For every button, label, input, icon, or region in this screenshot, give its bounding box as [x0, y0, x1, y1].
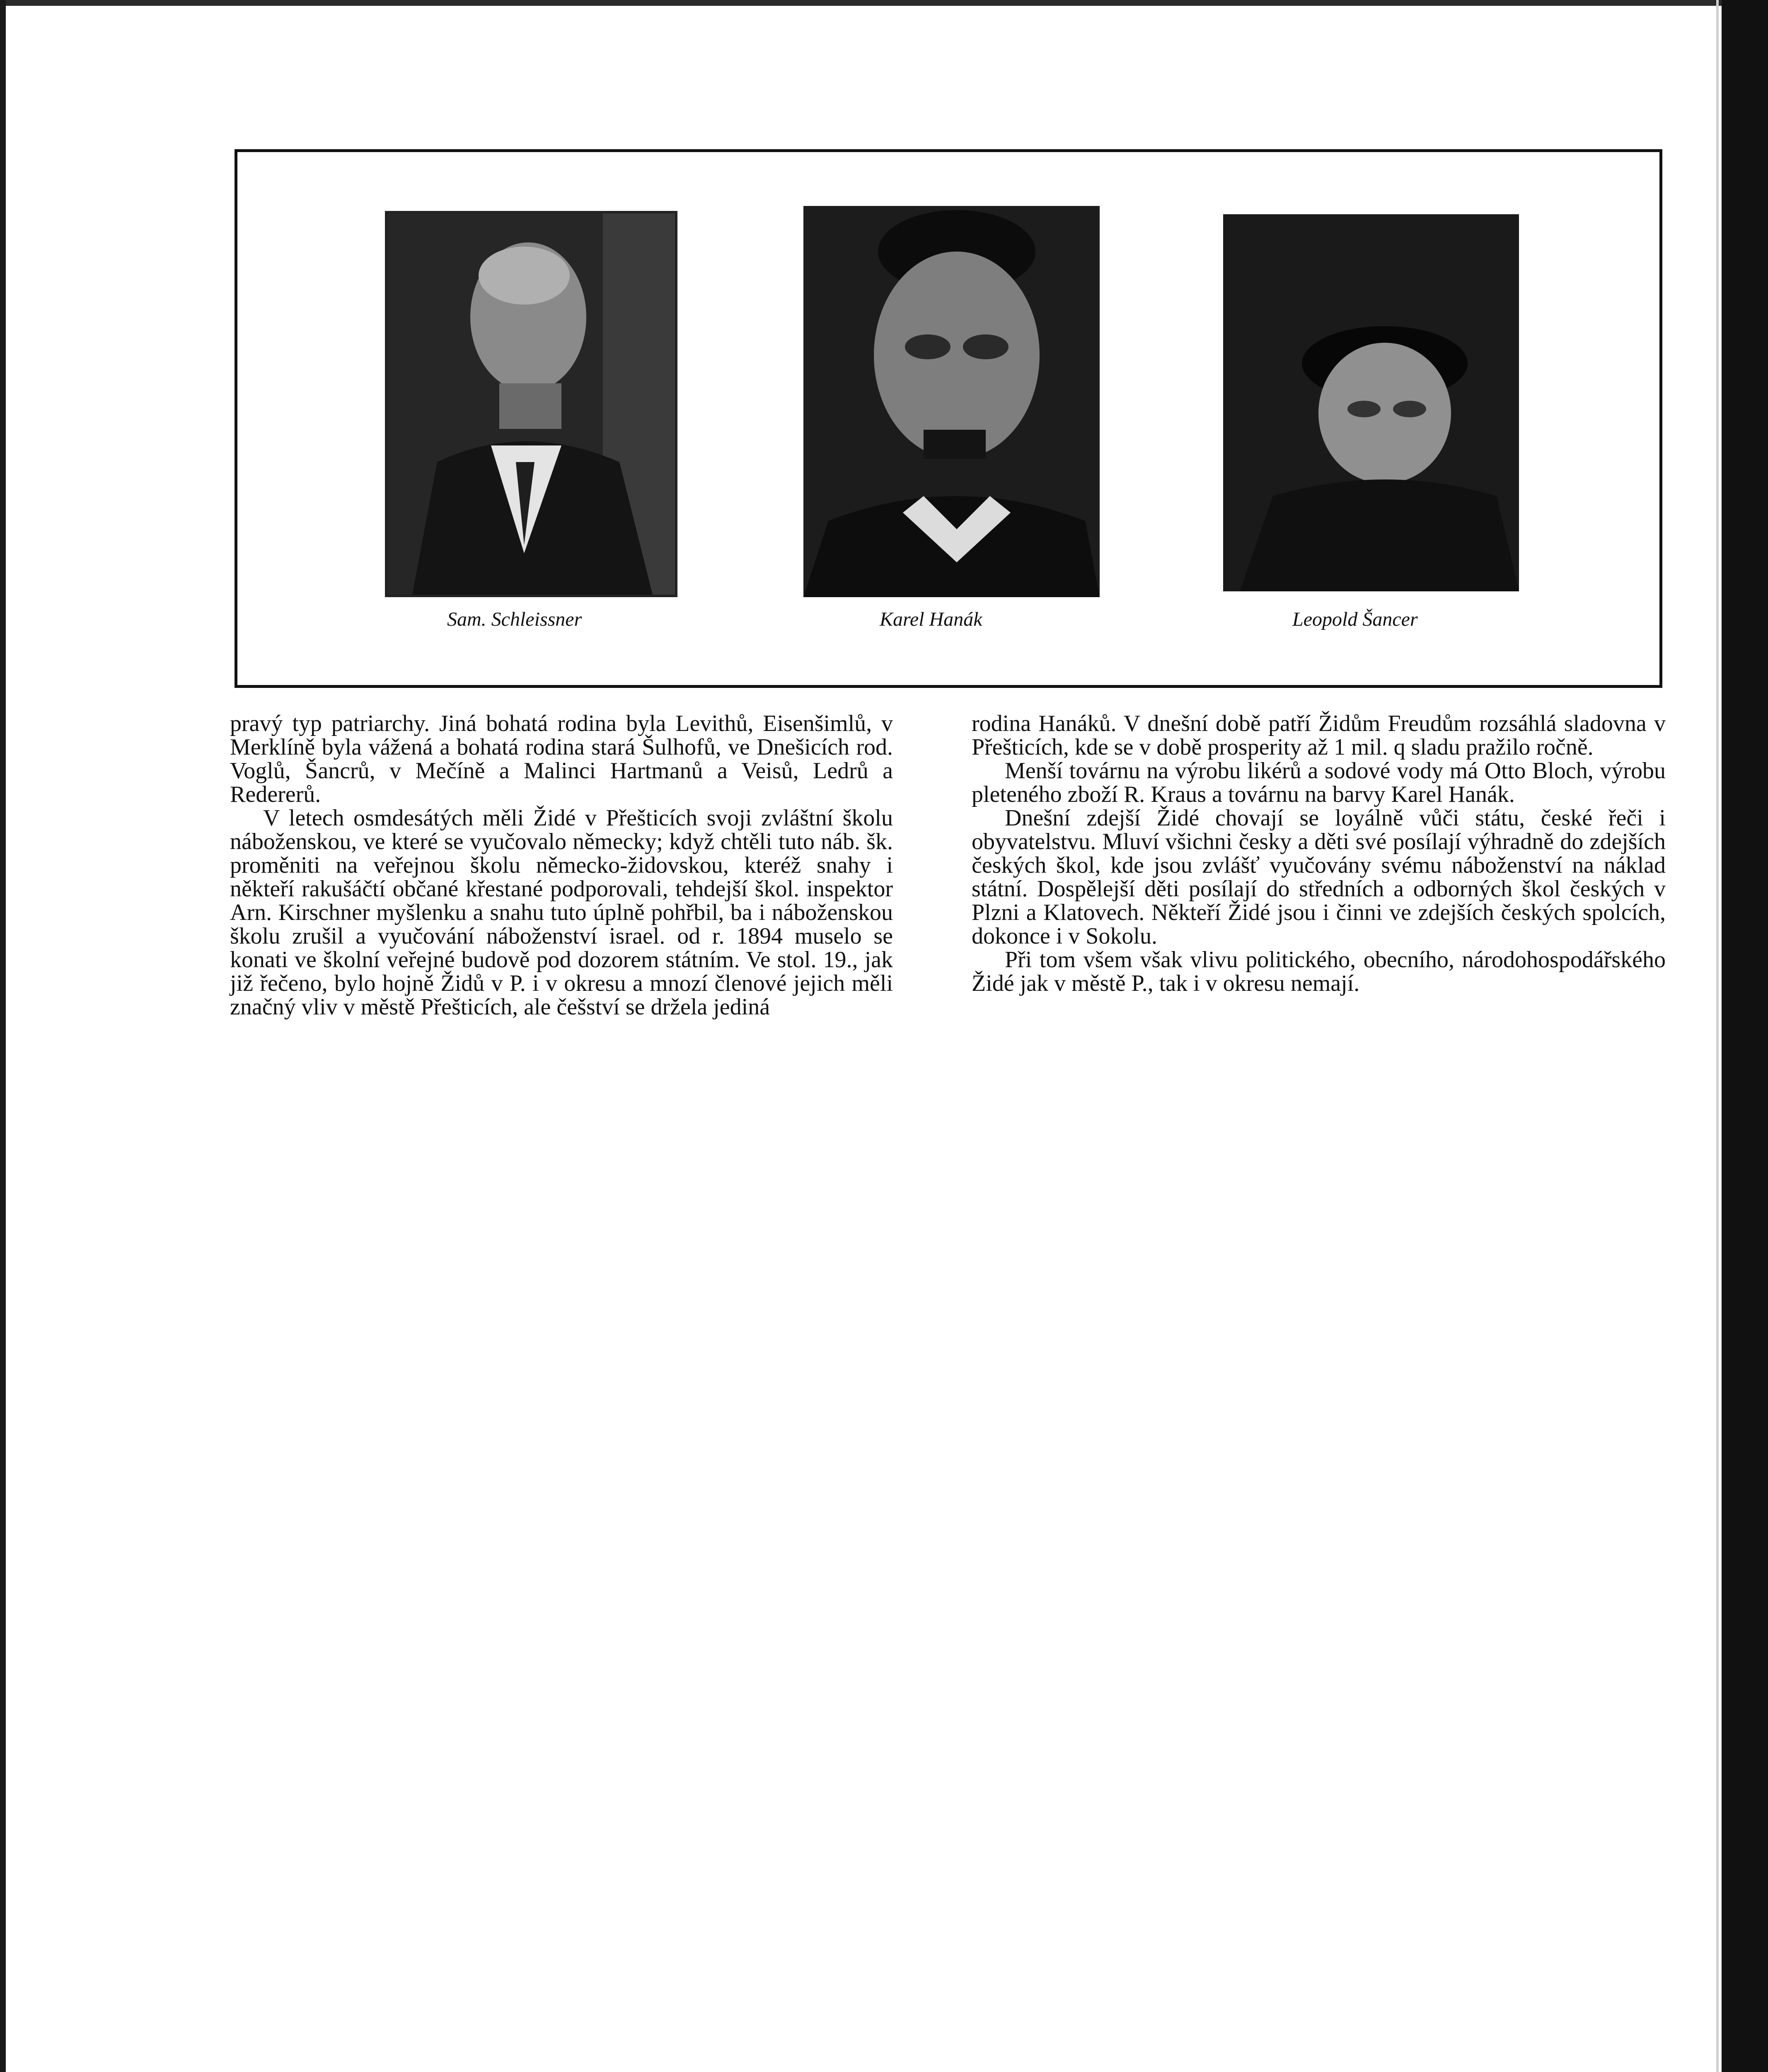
photo-caption: Karel Hanák [880, 608, 982, 630]
portrait-photo [385, 211, 677, 597]
photo-caption: Leopold Šancer [1292, 608, 1418, 630]
portrait-photo [1223, 214, 1519, 591]
paragraph: Dnešní zdejší Židé chovají se loyálně vůči státu, české řeči i obyvatelstvu. Mluví všichni česky a děti své posílají výhradně do zdejších českých škol, kde jsou zvlášť vyučovány svému náboženství na náklad státní. Dospělejší děti posílají do středních a odborných škol českých v Plzni a Klatovech. Někteří Židé jsou i činni ve zdejších českých spolcích, dokonce i v Sokolu. [972, 805, 1666, 949]
paragraph: pravý typ patriarchy. Jiná bohatá rodina byla Levithů, Eisenšimlů, v Merklíně byla vážená a bohatá rodina stará Šulhofů, ve Dnešicích rod. Voglů, Šancrů, v Mečíně a Malinci Hartmanů a Veisů, Ledrů a Redererů. [230, 711, 893, 807]
paragraph: Při tom všem však vlivu politického, obecního, národohospodářského Židé jak v městě P., tak i v okresu nemají. [972, 947, 1666, 996]
scan-border-left [0, 0, 6, 2072]
text-column-right [972, 712, 1666, 995]
paragraph: rodina Hanáků. V dnešní době patří Židům Freudům rozsáhlá sladovna v Přešticích, kde se v době prosperity až 1 mil. q sladu pražilo ročně. [972, 711, 1666, 760]
text-column-left [230, 712, 893, 1019]
page-edge-right [1716, 0, 1719, 2072]
photo-caption: Sam. Schleissner [447, 608, 582, 630]
photo-panel [235, 149, 1662, 688]
paragraph: Menší továrnu na výrobu likérů a sodové vody má Otto Bloch, výrobu pleteného zboží R. Kraus a továrnu na barvy Karel Hanák. [972, 758, 1666, 807]
portrait-photo [803, 206, 1100, 597]
paragraph: V letech osmdesátých měli Židé v Přešticích svoji zvláštní školu náboženskou, ve které se vyučovalo německy; když chtěli tuto náb. šk. proměniti na veřejnou školu německo-židovskou, kteréž snahy i někteří rakušáčtí občané křestané podporovali, tehdejší škol. inspektor Arn. Kirschner myšlenku a snahu tuto úplně pohřbil, ba i náboženskou školu zrušil a vyučování náboženství israel. od r. 1894 muselo se konati ve školní veřejné budově pod dozorem státním. Ve stol. 19., jak již řečeno, bylo hojně Židů v P. i v okresu a mnozí členové jejich měli značný vliv v městě Přešticích, ale češství se držela jediná [230, 805, 893, 1020]
scan-border-right [1722, 0, 1768, 2072]
scan-border-top [0, 0, 1768, 6]
